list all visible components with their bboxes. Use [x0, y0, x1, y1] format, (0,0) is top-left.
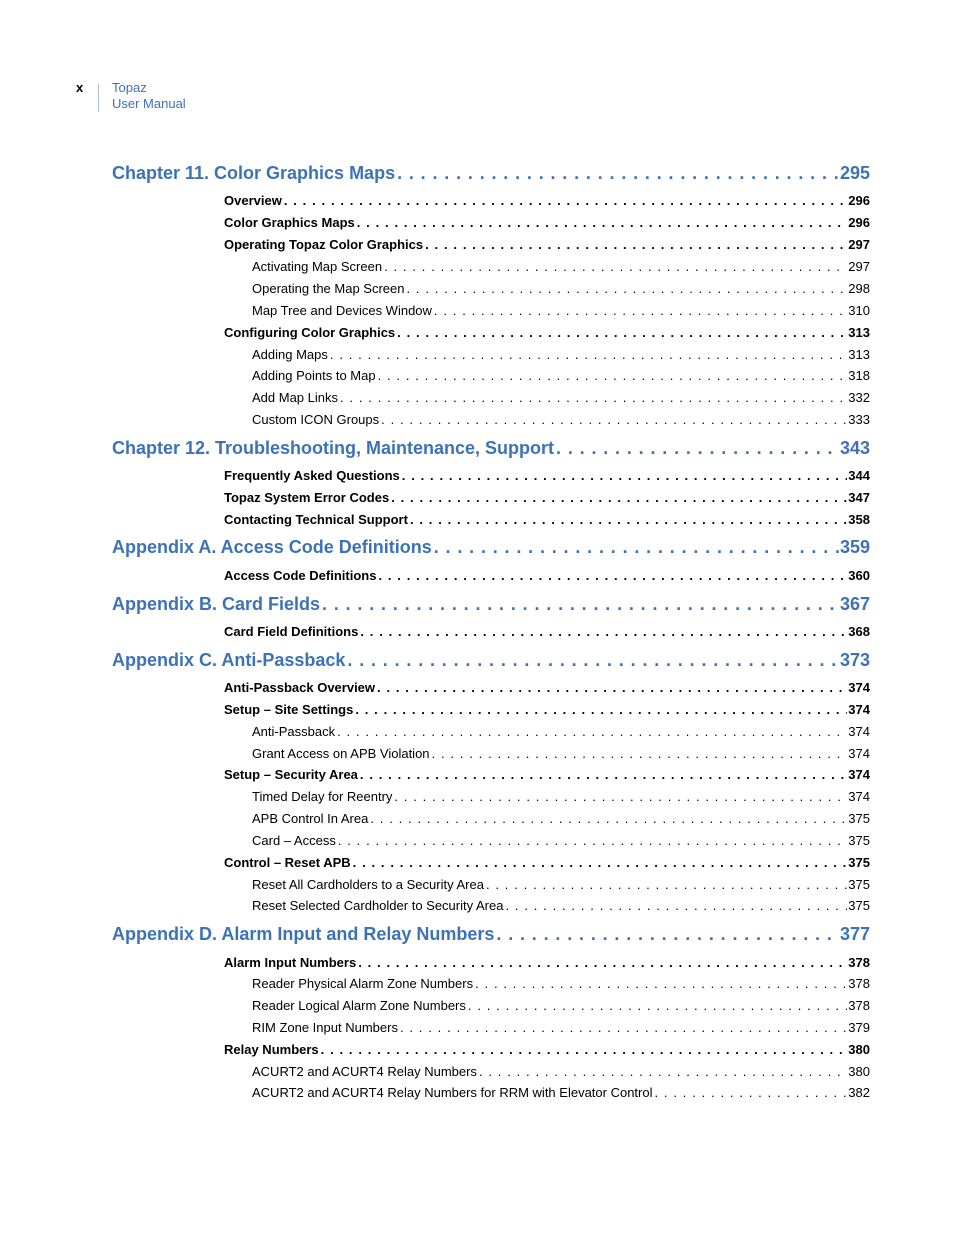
- toc-section-entry[interactable]: [224, 512, 870, 530]
- toc-page-number: 374: [848, 724, 870, 739]
- toc-page-number: 375: [848, 811, 870, 826]
- toc-entry-title: Configuring Color Graphics: [224, 325, 396, 340]
- toc-entry-title: Chapter 12. Troubleshooting, Maintenance, Support: [112, 438, 555, 458]
- toc-entry-title: RIM Zone Input Numbers: [252, 1020, 398, 1035]
- toc-entry-title: Appendix D. Alarm Input and Relay Numbers: [112, 924, 495, 944]
- dot-leader: [398, 1020, 847, 1035]
- toc-page-number: 375: [848, 855, 870, 870]
- toc-chapter-entry[interactable]: [112, 650, 870, 674]
- toc-page-number: 360: [848, 568, 870, 583]
- toc-entry-title: Reset All Cardholders to a Security Area: [252, 877, 484, 892]
- toc-page-number: 347: [848, 490, 870, 505]
- toc-chapter-entry[interactable]: [112, 924, 870, 948]
- toc-entry-title: Color Graphics Maps: [224, 215, 355, 230]
- toc-entry-title: Appendix B. Card Fields: [112, 594, 321, 614]
- dot-leader: [328, 347, 847, 362]
- toc-chapter-entry[interactable]: [112, 594, 870, 618]
- toc-subsection-entry[interactable]: [252, 1064, 870, 1082]
- toc-page-number: 333: [848, 412, 870, 427]
- toc-section-entry[interactable]: [224, 215, 870, 233]
- toc-page-number: 378: [848, 955, 870, 970]
- toc-subsection-entry[interactable]: [252, 789, 870, 807]
- toc-entry-title: ACURT2 and ACURT4 Relay Numbers: [252, 1064, 477, 1079]
- dot-leader: [319, 1042, 848, 1057]
- toc-page-number: 374: [848, 746, 870, 761]
- header-product: Topaz: [112, 80, 147, 95]
- toc-entry-title: Alarm Input Numbers: [224, 955, 357, 970]
- toc-section-entry[interactable]: [224, 1042, 870, 1060]
- toc-entry-title: Topaz System Error Codes: [224, 490, 390, 505]
- dot-leader: [336, 833, 847, 848]
- toc-page-number: 378: [848, 976, 870, 991]
- dot-leader: [653, 1085, 848, 1100]
- toc-chapter-entry[interactable]: [112, 163, 870, 187]
- dot-leader: [484, 877, 847, 892]
- dot-leader: [395, 163, 839, 184]
- toc-entry-title: APB Control In Area: [252, 811, 369, 826]
- dot-leader: [432, 537, 839, 558]
- toc-page-number: 297: [848, 259, 870, 274]
- toc-chapter-entry[interactable]: [112, 438, 870, 462]
- toc-entry-title: Frequently Asked Questions: [224, 468, 400, 483]
- toc-page-number: 332: [848, 390, 870, 405]
- toc-subsection-entry[interactable]: [252, 976, 870, 994]
- toc-section-entry[interactable]: [224, 702, 870, 720]
- toc-section-entry[interactable]: [224, 468, 870, 486]
- toc-page-number: 298: [848, 281, 870, 296]
- toc-page-number: 297: [848, 237, 870, 252]
- dot-leader: [395, 325, 847, 340]
- toc-entry-title: Chapter 11. Color Graphics Maps: [112, 163, 396, 183]
- dot-leader: [473, 976, 847, 991]
- toc-subsection-entry[interactable]: [252, 724, 870, 742]
- toc-page-number: 313: [848, 325, 870, 340]
- dot-leader: [379, 412, 847, 427]
- dot-leader: [432, 303, 847, 318]
- toc-entry-title: Timed Delay for Reentry: [252, 789, 393, 804]
- toc-page-number: 380: [848, 1064, 870, 1079]
- toc-chapter-entry[interactable]: [112, 537, 870, 561]
- toc-section-entry[interactable]: [224, 193, 870, 211]
- toc-entry-title: Grant Access on APB Violation: [252, 746, 430, 761]
- dot-leader: [430, 746, 848, 761]
- toc-entry-title: Appendix C. Anti-Passback: [112, 650, 346, 670]
- toc-subsection-entry[interactable]: [252, 390, 870, 408]
- toc-page-number: 375: [848, 898, 870, 913]
- dot-leader: [392, 789, 847, 804]
- toc-subsection-entry[interactable]: [252, 833, 870, 851]
- toc-entry-title: Reader Logical Alarm Zone Numbers: [252, 998, 466, 1013]
- toc-entry-title: Operating the Map Screen: [252, 281, 405, 296]
- toc-section-entry[interactable]: [224, 490, 870, 508]
- dot-leader: [282, 193, 847, 208]
- dot-leader: [494, 924, 839, 945]
- toc-page-number: 296: [848, 193, 870, 208]
- toc-page-number: 295: [839, 163, 870, 183]
- toc-page-number: 378: [848, 998, 870, 1013]
- toc-entry-title: Adding Maps: [252, 347, 328, 362]
- toc-section-entry[interactable]: [224, 680, 870, 698]
- toc-page-number: 296: [848, 215, 870, 230]
- dot-leader: [376, 368, 848, 383]
- toc-page-number: 375: [848, 877, 870, 892]
- dot-leader: [376, 568, 847, 583]
- toc-subsection-entry[interactable]: [252, 746, 870, 764]
- toc-subsection-entry[interactable]: [252, 347, 870, 365]
- toc-section-entry[interactable]: [224, 568, 870, 586]
- toc-section-entry[interactable]: [224, 955, 870, 973]
- toc-subsection-entry[interactable]: [252, 877, 870, 895]
- toc-page-number: 373: [839, 650, 870, 670]
- toc-page-number: 318: [848, 368, 870, 383]
- toc-entry-title: Setup – Security Area: [224, 767, 358, 782]
- toc-section-entry[interactable]: [224, 325, 870, 343]
- toc-entry-title: Anti-Passback: [252, 724, 336, 739]
- dot-leader: [356, 955, 847, 970]
- dot-leader: [353, 702, 847, 717]
- toc-subsection-entry[interactable]: [252, 1020, 870, 1038]
- dot-leader: [466, 998, 847, 1013]
- dot-leader: [400, 468, 848, 483]
- toc-subsection-entry[interactable]: [252, 281, 870, 299]
- dot-leader: [335, 724, 847, 739]
- toc-page-number: 313: [848, 347, 870, 362]
- dot-leader: [345, 650, 839, 671]
- toc-page-number: 343: [839, 438, 870, 458]
- toc-page-number: 368: [848, 624, 870, 639]
- dot-leader: [351, 855, 848, 870]
- toc-entry-title: Reader Physical Alarm Zone Numbers: [252, 976, 474, 991]
- toc-entry-title: Setup – Site Settings: [224, 702, 354, 717]
- running-header: [112, 80, 186, 112]
- toc-subsection-entry[interactable]: [252, 998, 870, 1016]
- dot-leader: [355, 215, 848, 230]
- dot-leader: [358, 767, 847, 782]
- dot-leader: [408, 512, 847, 527]
- toc-page-number: 367: [839, 594, 870, 614]
- toc-page-number: 374: [848, 702, 870, 717]
- toc-entry-title: Contacting Technical Support: [224, 512, 408, 527]
- toc-entry-title: Reset Selected Cardholder to Security Area: [252, 898, 504, 913]
- dot-leader: [404, 281, 847, 296]
- dot-leader: [375, 680, 847, 695]
- toc-page-number: 375: [848, 833, 870, 848]
- toc-subsection-entry[interactable]: [252, 1085, 870, 1103]
- dot-leader: [358, 624, 847, 639]
- toc-entry-title: Appendix A. Access Code Definitions: [112, 537, 432, 557]
- toc-page-number: 380: [848, 1042, 870, 1057]
- toc-page-number: 374: [848, 680, 870, 695]
- toc-entry-title: Overview: [224, 193, 282, 208]
- toc-page-number: 374: [848, 767, 870, 782]
- toc-section-entry[interactable]: [224, 767, 870, 785]
- dot-leader: [382, 259, 847, 274]
- toc-entry-title: Map Tree and Devices Window: [252, 303, 432, 318]
- toc-page-number: 377: [839, 924, 870, 944]
- toc-page-number: 379: [848, 1020, 870, 1035]
- toc-section-entry[interactable]: [224, 624, 870, 642]
- dot-leader: [368, 811, 847, 826]
- toc-entry-title: Anti-Passback Overview: [224, 680, 376, 695]
- dot-leader: [389, 490, 847, 505]
- toc-page-number: 310: [848, 303, 870, 318]
- toc-entry-title: Card Field Definitions: [224, 624, 359, 639]
- toc-subsection-entry[interactable]: [252, 898, 870, 916]
- toc-entry-title: Custom ICON Groups: [252, 412, 380, 427]
- toc-entry-title: Access Code Definitions: [224, 568, 377, 583]
- toc-page-number: 374: [848, 789, 870, 804]
- header-divider: [98, 84, 99, 112]
- dot-leader: [554, 438, 839, 459]
- dot-leader: [338, 390, 847, 405]
- dot-leader: [477, 1064, 847, 1079]
- toc-subsection-entry[interactable]: [252, 303, 870, 321]
- toc-entry-title: Operating Topaz Color Graphics: [224, 237, 424, 252]
- toc-subsection-entry[interactable]: [252, 811, 870, 829]
- header-document: User Manual: [112, 96, 186, 111]
- toc-page-number: 344: [848, 468, 870, 483]
- toc-entry-title: Relay Numbers: [224, 1042, 319, 1057]
- page-number: x: [76, 80, 84, 95]
- toc-page-number: 382: [848, 1085, 870, 1100]
- toc-entry-title: Control – Reset APB: [224, 855, 351, 870]
- toc-page-number: 358: [848, 512, 870, 527]
- toc-subsection-entry[interactable]: [252, 368, 870, 386]
- toc-section-entry[interactable]: [224, 855, 870, 873]
- toc-entry-title: Activating Map Screen: [252, 259, 383, 274]
- dot-leader: [320, 594, 839, 615]
- toc-subsection-entry[interactable]: [252, 412, 870, 430]
- toc-subsection-entry[interactable]: [252, 259, 870, 277]
- toc-entry-title: Add Map Links: [252, 390, 338, 405]
- dot-leader: [423, 237, 847, 252]
- dot-leader: [503, 898, 847, 913]
- toc-entry-title: Adding Points to Map: [252, 368, 376, 383]
- toc-page-number: 359: [839, 537, 870, 557]
- toc-entry-title: Card – Access: [252, 833, 336, 848]
- toc-entry-title: ACURT2 and ACURT4 Relay Numbers for RRM with Elevator Control: [252, 1085, 653, 1100]
- toc-section-entry[interactable]: [224, 237, 870, 255]
